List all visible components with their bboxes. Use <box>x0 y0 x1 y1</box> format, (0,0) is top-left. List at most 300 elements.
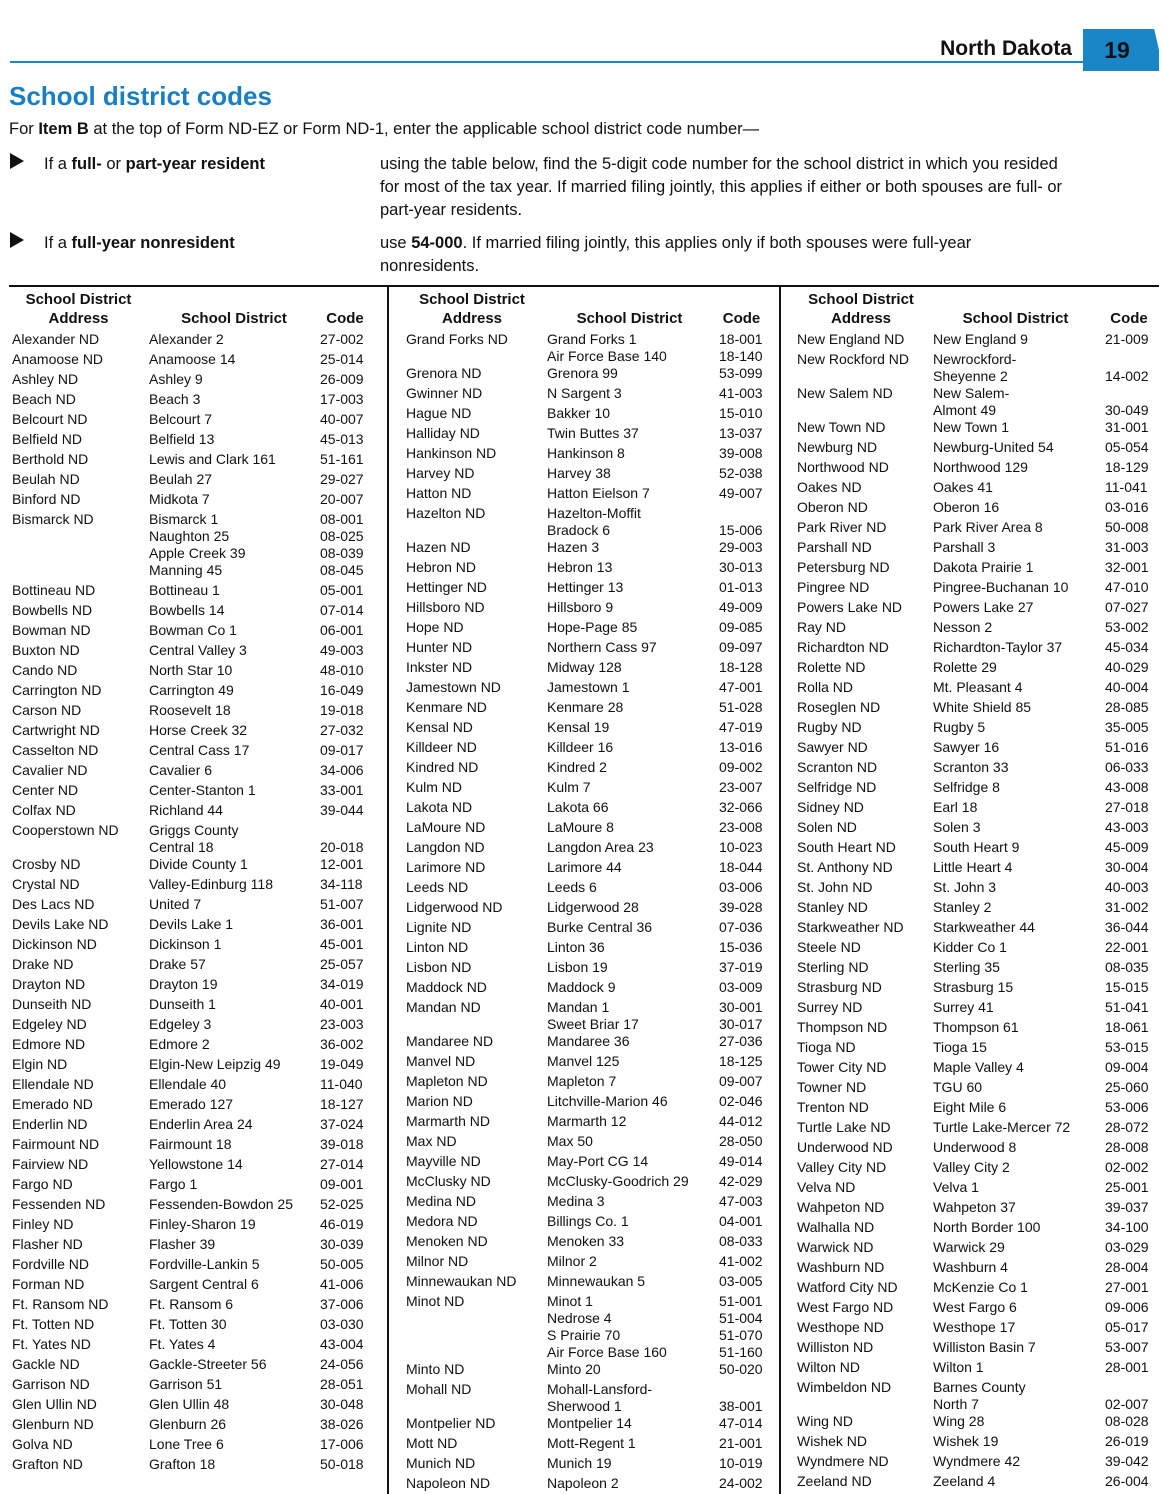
page-title: School district codes <box>9 81 272 111</box>
cell-district: Hope-Page 85 <box>547 619 638 635</box>
cell-code: 40-029 <box>1105 659 1149 675</box>
cell-address: Inkster ND <box>406 659 473 675</box>
header-district: School District <box>181 310 287 327</box>
column-divider <box>387 287 389 1494</box>
cell-address: Richardton ND <box>797 639 889 655</box>
cell-code: 37-024 <box>320 1116 364 1132</box>
cell-address: Hebron ND <box>406 559 477 575</box>
cell-code: 45-001 <box>320 936 364 952</box>
cell-district: North 7 <box>933 1396 979 1412</box>
cell-district: Naughton 25 <box>149 528 230 544</box>
cell-district: Leeds 6 <box>547 879 597 895</box>
cell-district: Stanley 2 <box>933 899 992 915</box>
cell-code: 18-128 <box>719 659 763 675</box>
cell-code: 36-001 <box>320 916 364 932</box>
cell-code: 15-006 <box>719 522 763 538</box>
cell-code: 50-020 <box>719 1361 763 1377</box>
cell-address: Center ND <box>12 782 79 798</box>
cell-code: 10-023 <box>719 839 763 855</box>
cell-address: Stanley ND <box>797 899 868 915</box>
cell-code: 08-045 <box>320 562 364 578</box>
cell-district: May-Port CG 14 <box>547 1153 649 1169</box>
cell-district: Munich 19 <box>547 1455 612 1471</box>
cell-district: Roosevelt 18 <box>149 702 231 718</box>
cell-code: 05-017 <box>1105 1319 1149 1335</box>
cell-address: Sawyer ND <box>797 739 868 755</box>
cell-district: Minnewaukan 5 <box>547 1273 646 1289</box>
cell-code: 39-018 <box>320 1136 364 1152</box>
cell-district: Almont 49 <box>933 402 997 418</box>
cell-address: Minto ND <box>406 1361 465 1377</box>
cell-address: Dickinson ND <box>12 936 97 952</box>
cell-district: Dakota Prairie 1 <box>933 559 1034 575</box>
cell-code: 15-036 <box>719 939 763 955</box>
cell-district: Kidder Co 1 <box>933 939 1007 955</box>
cell-address: Halliday ND <box>406 425 480 441</box>
cell-address: Tioga ND <box>797 1039 856 1055</box>
cell-address: Jamestown ND <box>406 679 501 695</box>
cell-district: Scranton 33 <box>933 759 1009 775</box>
cell-code: 19-049 <box>320 1056 364 1072</box>
header-district: School District <box>576 310 683 327</box>
cell-district: Kulm 7 <box>547 779 591 795</box>
cell-district: Milnor 2 <box>547 1253 597 1269</box>
cell-code: 15-010 <box>719 405 763 421</box>
cell-district: Central Valley 3 <box>149 642 247 658</box>
cell-district: Maple Valley 4 <box>933 1059 1024 1075</box>
cell-address: Fairview ND <box>12 1156 89 1172</box>
cell-address: Turtle Lake ND <box>797 1119 891 1135</box>
cell-district: Maddock 9 <box>547 979 616 995</box>
cell-district: Twin Buttes 37 <box>547 425 639 441</box>
cell-district: Nesson 2 <box>933 619 993 635</box>
cell-district: Park River Area 8 <box>933 519 1043 535</box>
cell-address: Cando ND <box>12 662 78 678</box>
cell-district: Mohall-Lansford- <box>547 1381 653 1397</box>
cell-code: 30-001 <box>719 999 763 1015</box>
cell-district: White Shield 85 <box>933 699 1032 715</box>
cell-district: Rugby 5 <box>933 719 986 735</box>
cell-district: Belcourt 7 <box>149 411 213 427</box>
intro-text <box>9 120 759 139</box>
cell-code: 21-009 <box>1105 331 1149 347</box>
cell-code: 09-002 <box>719 759 763 775</box>
cell-district: Wilton 1 <box>933 1359 984 1375</box>
cell-code: 08-025 <box>320 528 364 544</box>
cell-address: Hatton ND <box>406 485 472 501</box>
cell-code: 53-002 <box>1105 619 1149 635</box>
cell-code: 47-014 <box>719 1415 763 1431</box>
cell-code: 31-002 <box>1105 899 1149 915</box>
cell-district: Powers Lake 27 <box>933 599 1034 615</box>
cell-address: Hettinger ND <box>406 579 487 595</box>
intro-post: at the top of Form ND-EZ or Form ND-1, enter the applicable school district code number— <box>88 120 760 138</box>
cell-code: 06-001 <box>320 622 364 638</box>
cell-address: Belcourt ND <box>12 411 88 427</box>
cell-code: 38-001 <box>719 1398 763 1414</box>
cell-district: Hankinson 8 <box>547 445 625 461</box>
cell-address: Berthold ND <box>12 451 89 467</box>
cell-code: 29-003 <box>719 539 763 555</box>
cell-code: 34-006 <box>320 762 364 778</box>
header-district: School District <box>962 310 1069 327</box>
cell-code: 49-014 <box>719 1153 763 1169</box>
cell-address: Manvel ND <box>406 1053 476 1069</box>
cell-district: Sweet Briar 17 <box>547 1016 639 1032</box>
cell-district: Montpelier 14 <box>547 1415 632 1431</box>
cell-address: Grafton ND <box>12 1456 83 1472</box>
cell-address: Solen ND <box>797 819 857 835</box>
cell-address: Wimbeldon ND <box>797 1379 892 1395</box>
cell-district: Lewis and Clark 161 <box>149 451 276 467</box>
cell-district: Hettinger 13 <box>547 579 624 595</box>
cell-address: Napoleon ND <box>406 1475 491 1491</box>
cell-address: Hunter ND <box>406 639 473 655</box>
cell-district: N Sargent 3 <box>547 385 622 401</box>
cell-district: Pingree-Buchanan 10 <box>933 579 1069 595</box>
cell-district: Devils Lake 1 <box>149 916 234 932</box>
cell-district: Fargo 1 <box>149 1176 198 1192</box>
header-code: Code <box>1110 310 1148 327</box>
cell-code: 47-003 <box>719 1193 763 1209</box>
cell-district: Hillsboro 9 <box>547 599 614 615</box>
cell-address: Beulah ND <box>12 471 80 487</box>
cell-address: Powers Lake ND <box>797 599 903 615</box>
cell-district: Strasburg 15 <box>933 979 1014 995</box>
cell-code: 08-033 <box>719 1233 763 1249</box>
cell-code: 08-039 <box>320 545 364 561</box>
cell-code: 27-001 <box>1105 1279 1149 1295</box>
cell-address: Devils Lake ND <box>12 916 109 932</box>
cell-address: Menoken ND <box>406 1233 488 1249</box>
cell-district: Selfridge 8 <box>933 779 1000 795</box>
cell-code: 21-001 <box>719 1435 763 1451</box>
cell-district: Grafton 18 <box>149 1456 216 1472</box>
header-address-line1: School District <box>808 291 914 308</box>
cell-address: Finley ND <box>12 1216 74 1232</box>
cell-address: Trenton ND <box>797 1099 869 1115</box>
cell-code: 35-005 <box>1105 719 1149 735</box>
cell-address: Lakota ND <box>406 799 473 815</box>
cell-address: Medora ND <box>406 1213 478 1229</box>
cell-code: 28-051 <box>320 1376 364 1392</box>
cell-code: 26-019 <box>1105 1433 1149 1449</box>
cell-district: Lidgerwood 28 <box>547 899 639 915</box>
cell-address: Watford City ND <box>797 1279 898 1295</box>
cell-code: 03-005 <box>719 1273 763 1289</box>
cell-district: Tioga 15 <box>933 1039 987 1055</box>
cell-code: 47-010 <box>1105 579 1149 595</box>
cell-address: Oakes ND <box>797 479 862 495</box>
cell-district: Fordville-Lankin 5 <box>149 1256 260 1272</box>
cell-district: South Heart 9 <box>933 839 1020 855</box>
cell-district: New Salem- <box>933 385 1010 401</box>
intro-pre: For <box>9 120 39 138</box>
cell-code: 17-006 <box>320 1436 364 1452</box>
cell-district: Kenmare 28 <box>547 699 624 715</box>
cell-address: St. John ND <box>797 879 873 895</box>
cell-district: Washburn 4 <box>933 1259 1008 1275</box>
cell-address: Starkweather ND <box>797 919 904 935</box>
cell-district: Midkota 7 <box>149 491 210 507</box>
cell-address: Valley City ND <box>797 1159 887 1175</box>
cell-code: 40-001 <box>320 996 364 1012</box>
cell-address: Bowman ND <box>12 622 91 638</box>
intro-bold: Item B <box>38 120 89 138</box>
cell-code: 24-056 <box>320 1356 364 1372</box>
cell-address: Towner ND <box>797 1079 867 1095</box>
cell-address: Carson ND <box>12 702 82 718</box>
cell-district: Lakota 66 <box>547 799 609 815</box>
cell-district: Wahpeton 37 <box>933 1199 1016 1215</box>
cell-address: Belfield ND <box>12 431 83 447</box>
cell-code: 49-003 <box>320 642 364 658</box>
cell-district: Bowman Co 1 <box>149 622 237 638</box>
cell-address: Newburg ND <box>797 439 878 455</box>
cell-district: Burke Central 36 <box>547 919 653 935</box>
cell-district: Zeeland 4 <box>933 1473 996 1489</box>
cell-district: St. John 3 <box>933 879 997 895</box>
instruction-rest: . If married filing jointly, this applies only if both spouses were full-year <box>462 234 972 252</box>
cell-address: Ft. Yates ND <box>12 1336 91 1352</box>
cell-district: Barnes County <box>933 1379 1026 1395</box>
cell-district: Billings Co. 1 <box>547 1213 629 1229</box>
instruction-line: using the table below, find the 5-digit code number for the school district in which you resided <box>380 155 1058 173</box>
cell-code: 28-008 <box>1105 1139 1149 1155</box>
cell-code: 51-028 <box>719 699 763 715</box>
cell-district: Fairmount 18 <box>149 1136 232 1152</box>
cell-address: Langdon ND <box>406 839 485 855</box>
cell-address: Golva ND <box>12 1436 73 1452</box>
cell-address: Steele ND <box>797 939 861 955</box>
cell-address: Mandan ND <box>406 999 481 1015</box>
cell-code: 43-003 <box>1105 819 1149 835</box>
cell-district: Lone Tree 6 <box>149 1436 224 1452</box>
page-tab-shape <box>1151 29 1159 71</box>
cell-code: 30-048 <box>320 1396 364 1412</box>
cell-district: Manning 45 <box>149 562 223 578</box>
cell-address: Crosby ND <box>12 856 81 872</box>
cell-code: 31-001 <box>1105 419 1149 435</box>
cell-address: Warwick ND <box>797 1239 874 1255</box>
cell-district: Drayton 19 <box>149 976 218 992</box>
cell-district: Central 18 <box>149 839 214 855</box>
cell-district: Edmore 2 <box>149 1036 210 1052</box>
cell-code: 53-099 <box>719 365 763 381</box>
cell-address: Harvey ND <box>406 465 475 481</box>
cell-address: Wishek ND <box>797 1433 868 1449</box>
cell-district: Litchville-Marion 46 <box>547 1093 668 1109</box>
cell-district: Bakker 10 <box>547 405 611 421</box>
cell-code: 07-027 <box>1105 599 1149 615</box>
cell-code: 27-032 <box>320 722 364 738</box>
page-number: 19 <box>1083 29 1151 71</box>
cell-address: Pingree ND <box>797 579 870 595</box>
cell-address: Wing ND <box>797 1413 854 1429</box>
cell-address: Ft. Totten ND <box>12 1316 95 1332</box>
cell-district: Lisbon 19 <box>547 959 608 975</box>
cell-code: 19-018 <box>320 702 364 718</box>
cell-code: 26-009 <box>320 371 364 387</box>
cell-district: Bowbells 14 <box>149 602 225 618</box>
cell-code: 25-060 <box>1105 1079 1149 1095</box>
cell-address: Des Lacs ND <box>12 896 95 912</box>
cell-address: Rolla ND <box>797 679 854 695</box>
cell-address: Strasburg ND <box>797 979 882 995</box>
cell-address: Hankinson ND <box>406 445 497 461</box>
cell-district: Bradock 6 <box>547 522 611 538</box>
cell-district: North Star 10 <box>149 662 233 678</box>
cell-address: Glenburn ND <box>12 1416 94 1432</box>
cell-district: Alexander 2 <box>149 331 224 347</box>
cell-code: 34-100 <box>1105 1219 1149 1235</box>
instruction-lead-2 <box>44 232 235 255</box>
cell-district: Rolette 29 <box>933 659 997 675</box>
cell-district: Garrison 51 <box>149 1376 223 1392</box>
cell-code: 51-004 <box>719 1310 763 1326</box>
cell-code: 18-129 <box>1105 459 1149 475</box>
cell-address: Minnewaukan ND <box>406 1273 517 1289</box>
cell-address: Lidgerwood ND <box>406 899 503 915</box>
cell-code: 12-001 <box>320 856 364 872</box>
cell-code: 08-028 <box>1105 1413 1149 1429</box>
cell-code: 51-070 <box>719 1327 763 1343</box>
cell-code: 03-009 <box>719 979 763 995</box>
cell-code: 09-001 <box>320 1176 364 1192</box>
cell-address: West Fargo ND <box>797 1299 894 1315</box>
cell-code: 32-066 <box>719 799 763 815</box>
cell-address: Mayville ND <box>406 1153 481 1169</box>
cell-code: 25-001 <box>1105 1179 1149 1195</box>
cell-district: Edgeley 3 <box>149 1016 212 1032</box>
cell-code: 13-016 <box>719 739 763 755</box>
cell-address: Washburn ND <box>797 1259 885 1275</box>
cell-district: Mt. Pleasant 4 <box>933 679 1023 695</box>
cell-address: Max ND <box>406 1133 457 1149</box>
cell-code: 40-004 <box>1105 679 1149 695</box>
cell-district: Horse Creek 32 <box>149 722 248 738</box>
column-divider <box>779 287 781 1494</box>
cell-code: 05-001 <box>320 582 364 598</box>
cell-district: United 7 <box>149 896 202 912</box>
cell-address: Petersburg ND <box>797 559 890 575</box>
cell-code: 50-008 <box>1105 519 1149 535</box>
cell-address: Enderlin ND <box>12 1116 88 1132</box>
cell-district: Valley City 2 <box>933 1159 1010 1175</box>
cell-code: 27-036 <box>719 1033 763 1049</box>
cell-address: St. Anthony ND <box>797 859 893 875</box>
cell-code: 38-026 <box>320 1416 364 1432</box>
cell-address: Fordville ND <box>12 1256 90 1272</box>
cell-address: Drake ND <box>12 956 74 972</box>
cell-code: 39-028 <box>719 899 763 915</box>
header-code: Code <box>326 310 364 327</box>
cell-district: Surrey 41 <box>933 999 994 1015</box>
cell-district: Williston Basin 7 <box>933 1339 1036 1355</box>
cell-district: Anamoose 14 <box>149 351 236 367</box>
lead-bold-1: full- <box>71 155 102 173</box>
cell-code: 09-097 <box>719 639 763 655</box>
cell-district: Emerado 127 <box>149 1096 234 1112</box>
cell-code: 41-003 <box>719 385 763 401</box>
cell-address: Ashley ND <box>12 371 79 387</box>
cell-code: 52-025 <box>320 1196 364 1212</box>
lead-pre: If a <box>44 234 72 252</box>
cell-code: 25-014 <box>320 351 364 367</box>
cell-district: Earl 18 <box>933 799 978 815</box>
cell-address: New Town ND <box>797 419 886 435</box>
bullet-arrow-icon <box>10 232 24 248</box>
cell-address: Oberon ND <box>797 499 868 515</box>
cell-district: Center-Stanton 1 <box>149 782 256 798</box>
cell-code: 11-041 <box>1105 479 1148 495</box>
cell-district: Wing 28 <box>933 1413 985 1429</box>
cell-address: Medina ND <box>406 1193 477 1209</box>
cell-address: Ft. Ransom ND <box>12 1296 109 1312</box>
cell-district: West Fargo 6 <box>933 1299 1017 1315</box>
cell-district: Minot 1 <box>547 1293 593 1309</box>
bullet-arrow-icon <box>10 153 24 169</box>
cell-address: Montpelier ND <box>406 1415 496 1431</box>
cell-address: Zeeland ND <box>797 1473 872 1489</box>
cell-code: 16-049 <box>320 682 364 698</box>
cell-district: Jamestown 1 <box>547 679 630 695</box>
cell-address: Mohall ND <box>406 1381 472 1397</box>
cell-address: Scranton ND <box>797 759 878 775</box>
cell-district: LaMoure 8 <box>547 819 614 835</box>
cell-address: Westhope ND <box>797 1319 884 1335</box>
cell-code: 46-019 <box>320 1216 364 1232</box>
cell-code: 18-127 <box>320 1096 364 1112</box>
cell-code: 09-085 <box>719 619 763 635</box>
cell-code: 10-019 <box>719 1455 763 1471</box>
cell-district: Griggs County <box>149 822 239 838</box>
cell-district: Linton 36 <box>547 939 605 955</box>
cell-code: 03-029 <box>1105 1239 1149 1255</box>
cell-address: Crystal ND <box>12 876 80 892</box>
cell-address: Flasher ND <box>12 1236 83 1252</box>
cell-code: 30-017 <box>719 1016 763 1032</box>
cell-district: Dickinson 1 <box>149 936 222 952</box>
cell-code: 25-057 <box>320 956 364 972</box>
cell-address: Hope ND <box>406 619 464 635</box>
cell-district: Sheyenne 2 <box>933 368 1008 384</box>
cell-district: Eight Mile 6 <box>933 1099 1007 1115</box>
cell-address: Wyndmere ND <box>797 1453 889 1469</box>
cell-code: 39-042 <box>1105 1453 1149 1469</box>
cell-address: Bismarck ND <box>12 511 94 527</box>
cell-address: Emerado ND <box>12 1096 93 1112</box>
cell-district: Napoleon 2 <box>547 1475 619 1491</box>
cell-address: Roseglen ND <box>797 699 881 715</box>
cell-district: Nedrose 4 <box>547 1310 612 1326</box>
cell-code: 02-007 <box>1105 1396 1149 1412</box>
cell-address: Velva ND <box>797 1179 856 1195</box>
cell-address: Edmore ND <box>12 1036 86 1052</box>
cell-district: Oberon 16 <box>933 499 1000 515</box>
cell-district: Gackle-Streeter 56 <box>149 1356 267 1372</box>
cell-district: Air Force Base 160 <box>547 1344 667 1360</box>
cell-code: 45-009 <box>1105 839 1149 855</box>
cell-code: 23-008 <box>719 819 763 835</box>
cell-code: 32-001 <box>1105 559 1149 575</box>
cell-code: 28-004 <box>1105 1259 1149 1275</box>
cell-district: Max 50 <box>547 1133 593 1149</box>
cell-address: Fairmount ND <box>12 1136 100 1152</box>
cell-code: 26-004 <box>1105 1473 1149 1489</box>
instruction-line: nonresidents. <box>380 257 480 275</box>
cell-district: Wyndmere 42 <box>933 1453 1021 1469</box>
